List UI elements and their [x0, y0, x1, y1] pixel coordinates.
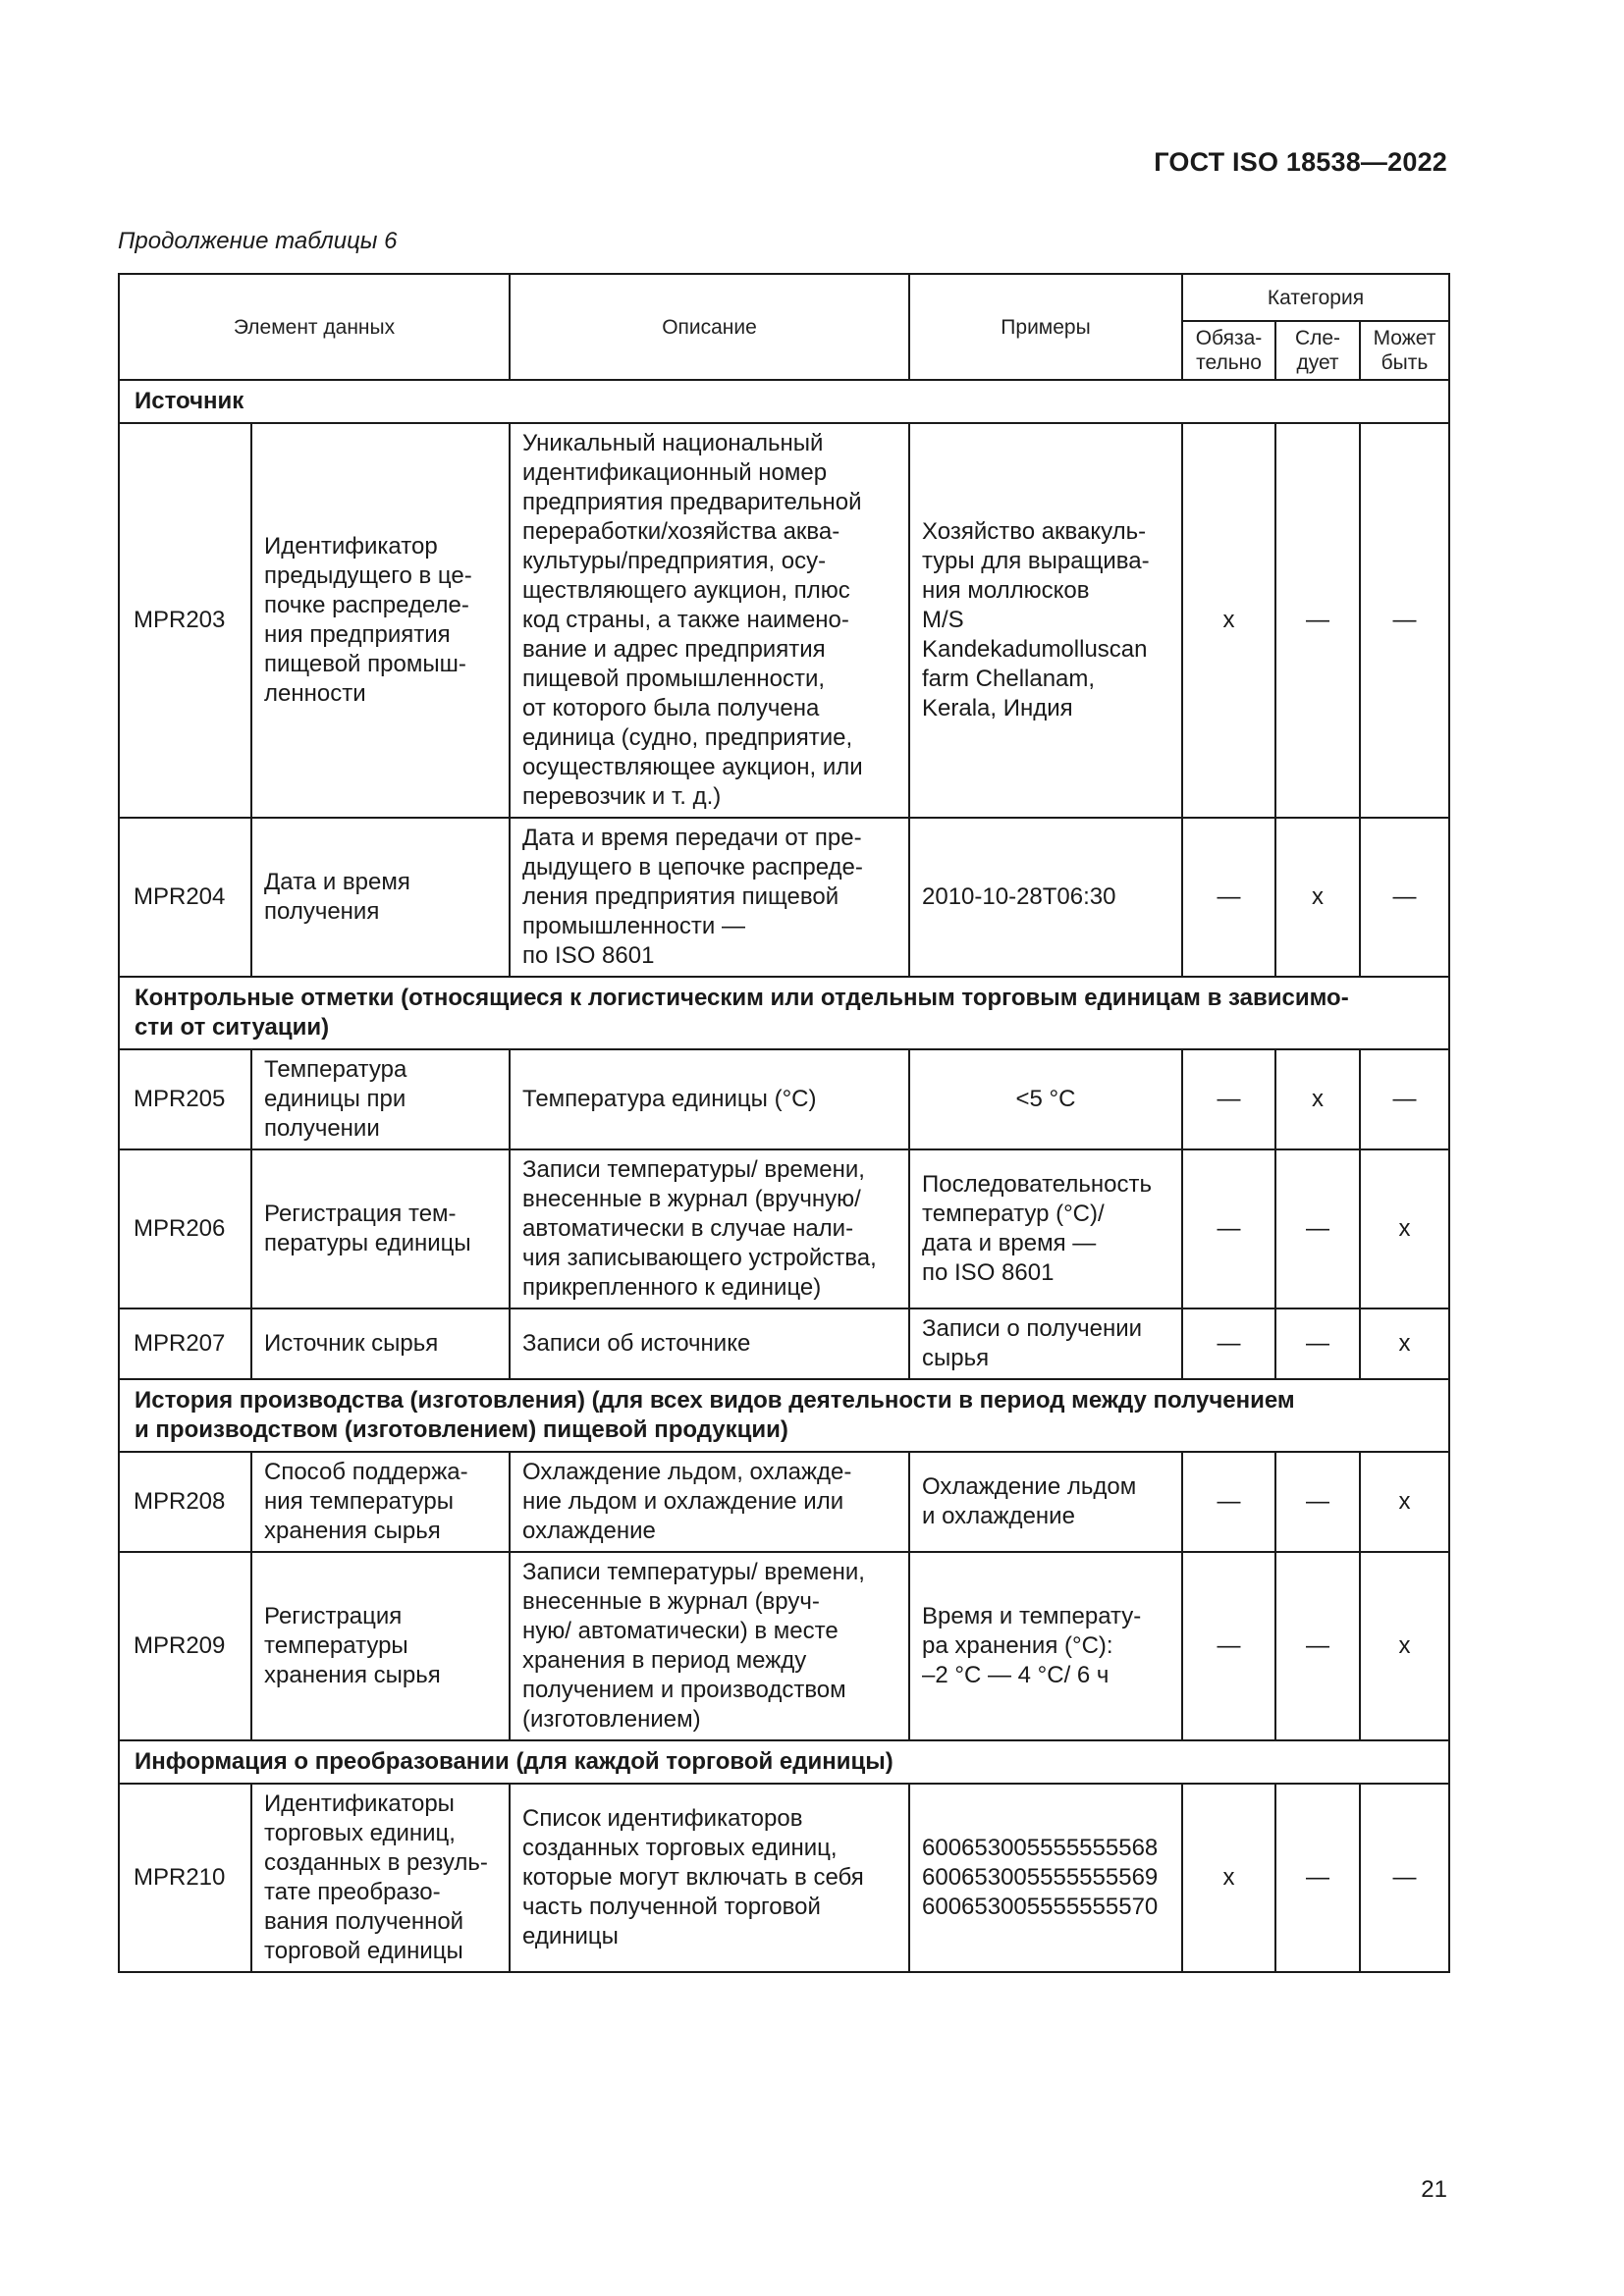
- element-name: Источник сырья: [251, 1308, 510, 1379]
- element-code: MPR209: [119, 1552, 251, 1740]
- table-row: [119, 1552, 1449, 1740]
- header-mandatory: Обяза- тельно: [1182, 321, 1275, 380]
- category-mandatory: —: [1182, 1049, 1275, 1149]
- category-may: x: [1360, 1149, 1449, 1308]
- header-description: Описание: [510, 274, 909, 380]
- category-may: x: [1360, 1308, 1449, 1379]
- header-examples: Примеры: [909, 274, 1182, 380]
- element-code: MPR205: [119, 1049, 251, 1149]
- category-mandatory: —: [1182, 1552, 1275, 1740]
- table-row: [119, 1308, 1449, 1379]
- element-example: 600653005555555568 600653005555555569 600653005555555570: [909, 1784, 1182, 1972]
- table-caption: Продолжение таблицы 6: [118, 228, 398, 254]
- table-row: [119, 818, 1449, 977]
- element-description: Температура единицы (°С): [510, 1049, 909, 1149]
- element-name: Идентификатор предыдущего в це- почке распределе- ния предприятия пищевой промыш- ленности: [251, 423, 510, 818]
- element-description: Дата и время передачи от пре- дыдущего в цепочке распреде- ления предприятия пищевой промышленности — по ISO 8601: [510, 818, 909, 977]
- section-row: [119, 1740, 1449, 1784]
- element-name: Регистрация тем- пературы единицы: [251, 1149, 510, 1308]
- header-may: Может быть: [1360, 321, 1449, 380]
- header-should: Сле- дует: [1275, 321, 1360, 380]
- table-row: [119, 1784, 1449, 1972]
- category-mandatory: —: [1182, 1452, 1275, 1552]
- category-should: —: [1275, 423, 1360, 818]
- header-category: Категория: [1182, 274, 1449, 321]
- element-example: Последовательность температур (°С)/ дата и время — по ISO 8601: [909, 1149, 1182, 1308]
- element-name: Способ поддержа- ния температуры хранения сырья: [251, 1452, 510, 1552]
- table-row: [119, 1049, 1449, 1149]
- element-name: Идентификаторы торговых единиц, созданных в резуль- тате преобразо- вания полученной торговой единицы: [251, 1784, 510, 1972]
- category-should: —: [1275, 1552, 1360, 1740]
- section-row: [119, 977, 1449, 1049]
- table-body: [119, 380, 1449, 1972]
- table-row: [119, 423, 1449, 818]
- category-should: —: [1275, 1452, 1360, 1552]
- section-title: Информация о преобразовании (для каждой торговой единицы): [119, 1740, 1449, 1784]
- category-should: —: [1275, 1784, 1360, 1972]
- element-description: Охлаждение льдом, охлажде- ние льдом и охлаждение или охлаждение: [510, 1452, 909, 1552]
- element-code: MPR203: [119, 423, 251, 818]
- category-may: —: [1360, 818, 1449, 977]
- element-example: Записи о получении сырья: [909, 1308, 1182, 1379]
- element-description: Записи температуры/ времени, внесенные в журнал (вручную/ автоматически в случае нали- чия записывающего устройства, прикрепленного к единице): [510, 1149, 909, 1308]
- section-title: История производства (изготовления) (для всех видов деятельности в период между получением и производством (изготовлением) пищевой продукции): [119, 1379, 1449, 1452]
- element-example: Охлаждение льдом и охлаждение: [909, 1452, 1182, 1552]
- section-row: [119, 380, 1449, 423]
- element-code: MPR210: [119, 1784, 251, 1972]
- section-row: [119, 1379, 1449, 1452]
- category-should: —: [1275, 1308, 1360, 1379]
- element-description: Уникальный национальный идентификационный номер предприятия предварительной переработки/хозяйства аква- культуры/предприятия, осу- ществляющего аукцион, плюс код страны, а также наимено- вание и адрес предприятия пищевой промышленности, от которого была получена единица (судно, предприятие, осуществляющее аукцион, или перевозчик и т. д.): [510, 423, 909, 818]
- element-example: Время и температу- ра хранения (°С): –2 °С — 4 °С/ 6 ч: [909, 1552, 1182, 1740]
- element-name: Регистрация температуры хранения сырья: [251, 1552, 510, 1740]
- element-name: Температура единицы при получении: [251, 1049, 510, 1149]
- element-description: Записи температуры/ времени, внесенные в журнал (вруч- ную/ автоматически) в месте хранения в период между получением и производством (изготовлением): [510, 1552, 909, 1740]
- section-title: Контрольные отметки (относящиеся к логистическим или отдельным торговым единицам в зависимо- сти от ситуации): [119, 977, 1449, 1049]
- category-may: x: [1360, 1452, 1449, 1552]
- element-example: <5 °С: [909, 1049, 1182, 1149]
- category-mandatory: x: [1182, 423, 1275, 818]
- category-mandatory: —: [1182, 818, 1275, 977]
- category-mandatory: —: [1182, 1149, 1275, 1308]
- element-code: MPR207: [119, 1308, 251, 1379]
- document-code: ГОСТ ISO 18538—2022: [1154, 147, 1447, 177]
- category-mandatory: x: [1182, 1784, 1275, 1972]
- page-number: 21: [1421, 2176, 1447, 2203]
- header-row: [119, 274, 1449, 321]
- element-name: Дата и время получения: [251, 818, 510, 977]
- element-code: MPR208: [119, 1452, 251, 1552]
- element-example: Хозяйство аквакуль- туры для выращива- ния моллюсков M/S Kandekadumolluscan farm Chellanam, Kerala, Индия: [909, 423, 1182, 818]
- category-mandatory: —: [1182, 1308, 1275, 1379]
- data-elements-table: [118, 273, 1450, 1973]
- category-may: —: [1360, 423, 1449, 818]
- header-element: Элемент данных: [119, 274, 510, 380]
- element-description: Список идентификаторов созданных торговых единиц, которые могут включать в себя часть полученной торговой единицы: [510, 1784, 909, 1972]
- category-may: —: [1360, 1049, 1449, 1149]
- section-title: Источник: [119, 380, 1449, 423]
- category-should: x: [1275, 1049, 1360, 1149]
- table-row: [119, 1149, 1449, 1308]
- element-example: 2010-10-28T06:30: [909, 818, 1182, 977]
- category-may: —: [1360, 1784, 1449, 1972]
- element-code: MPR204: [119, 818, 251, 977]
- category-should: x: [1275, 818, 1360, 977]
- table-row: [119, 1452, 1449, 1552]
- category-may: x: [1360, 1552, 1449, 1740]
- element-code: MPR206: [119, 1149, 251, 1308]
- category-should: —: [1275, 1149, 1360, 1308]
- element-description: Записи об источнике: [510, 1308, 909, 1379]
